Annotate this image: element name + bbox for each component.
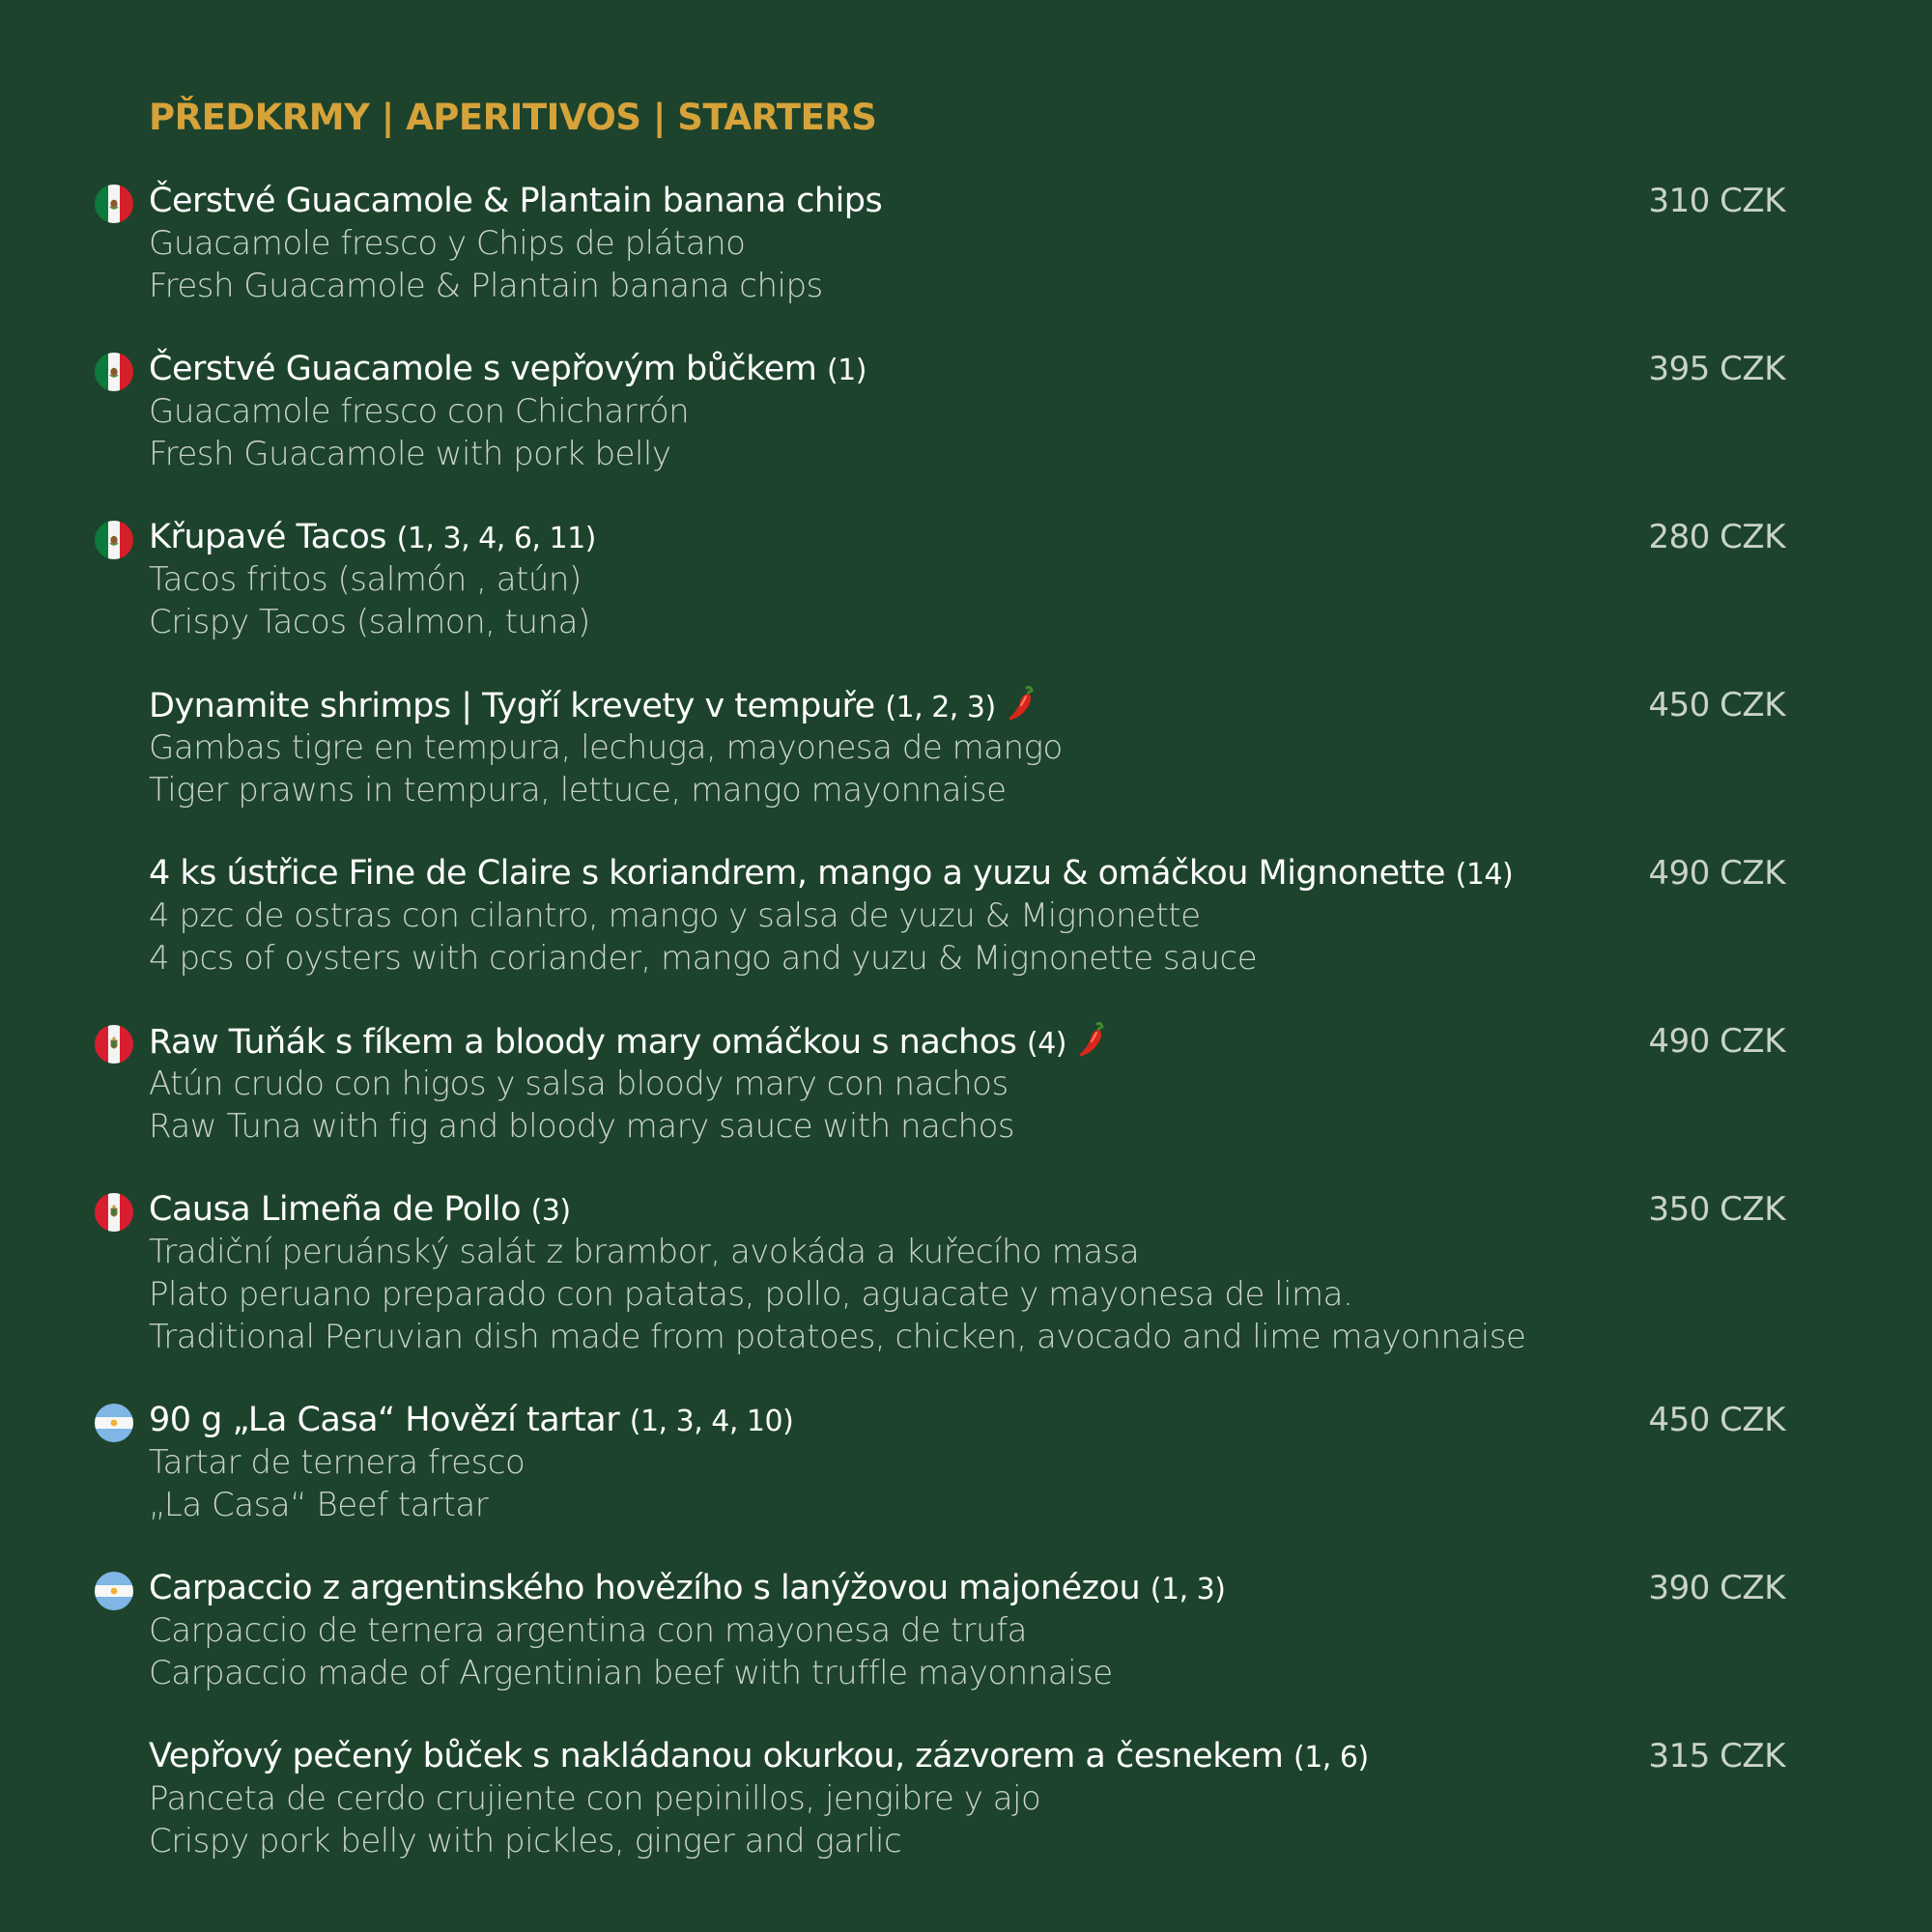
item-description-line: Fresh Guacamole & Plantain banana chips: [149, 267, 823, 305]
menu-item: [0, 1567, 1932, 1694]
item-description-line: „La Casa“ Beef tartar: [149, 1486, 489, 1524]
item-name-text: Causa Limeña de Pollo: [149, 1190, 521, 1229]
item-description-line: Carpaccio made of Argentinian beef with truffle mayonnaise: [149, 1654, 1113, 1692]
item-allergens: (1, 6): [1293, 1741, 1369, 1775]
item-price: 450 CZK: [1648, 1401, 1785, 1439]
item-name-text: 90 g „La Casa“ Hovězí tartar: [149, 1401, 620, 1439]
item-description-line: Tacos fritos (salmón , atún): [149, 560, 582, 599]
peru-flag-icon: [95, 1193, 133, 1232]
item-name: [149, 516, 596, 560]
item-name-text: 4 ks ústřice Fine de Claire s koriandrem, mango a yuzu & omáčkou Mignonette: [149, 854, 1445, 893]
item-name-text: Carpaccio z argentinského hovězího s lanýžovou majonézou: [149, 1569, 1141, 1607]
item-description-line: 4 pcs of oysters with coriander, mango and yuzu & Mignonette sauce: [149, 939, 1258, 978]
item-price: 490 CZK: [1648, 854, 1785, 893]
item-description-line: 4 pzc de ostras con cilantro, mango y salsa de yuzu & Mignonette: [149, 896, 1201, 935]
item-name: [149, 1188, 571, 1233]
mexico-flag-icon: [95, 521, 133, 559]
item-description-line: Gambas tigre en tempura, lechuga, mayonesa de mango: [149, 728, 1063, 767]
item-allergens: (14): [1455, 858, 1514, 892]
item-allergens: (1): [826, 354, 867, 387]
item-allergens: (3): [530, 1194, 571, 1228]
item-description-line: Crispy Tacos (salmon, tuna): [149, 603, 590, 641]
item-description-line: Guacamole fresco con Chicharrón: [149, 392, 690, 431]
item-description-line: Tradiční peruánský salát z brambor, avokáda a kuřecího masa: [149, 1233, 1140, 1271]
item-name: [149, 852, 1513, 896]
menu-item: [0, 852, 1932, 980]
menu-item: [0, 1188, 1932, 1358]
item-price: 280 CZK: [1648, 518, 1785, 556]
menu-item: [0, 1735, 1932, 1862]
item-name: [149, 684, 1038, 729]
item-name: [149, 348, 867, 392]
menu-item: [0, 516, 1932, 643]
item-description-line: Atún crudo con higos y salsa bloody mary con nachos: [149, 1065, 1009, 1103]
item-allergens: (1, 3): [1150, 1573, 1226, 1606]
item-price: 310 CZK: [1648, 182, 1785, 220]
item-name: [149, 1020, 1109, 1065]
menu-item: [0, 180, 1932, 307]
item-price: 450 CZK: [1648, 686, 1785, 724]
item-description-line: Fresh Guacamole with pork belly: [149, 435, 671, 473]
item-name: [149, 180, 882, 222]
menu-item: [0, 348, 1932, 475]
item-name-text: Vepřový pečený bůček s nakládanou okurkou, zázvorem a česnekem: [149, 1737, 1284, 1776]
item-description-line: Tartar de ternera fresco: [149, 1443, 526, 1482]
menu-item: [0, 1020, 1932, 1148]
item-allergens: (4): [1027, 1027, 1067, 1061]
argentina-flag-icon: [95, 1572, 133, 1610]
item-price: 315 CZK: [1648, 1737, 1785, 1776]
item-price: 490 CZK: [1648, 1022, 1785, 1061]
item-description-line: Tiger prawns in tempura, lettuce, mango mayonnaise: [149, 771, 1007, 810]
item-description-line: Traditional Peruvian dish made from potatoes, chicken, avocado and lime mayonnaise: [149, 1318, 1526, 1356]
item-description-line: Guacamole fresco y Chips de plátano: [149, 224, 746, 263]
chili-pepper-icon: [1006, 684, 1038, 723]
item-name: [149, 1735, 1369, 1779]
menu-item: [0, 684, 1932, 811]
argentina-flag-icon: [95, 1404, 133, 1442]
item-name: [149, 1399, 793, 1443]
item-name-text: Raw Tuňák s fíkem a bloody mary omáčkou s nachos: [149, 1023, 1017, 1062]
item-name-text: Čerstvé Guacamole & Plantain banana chips: [149, 182, 883, 220]
item-price: 350 CZK: [1648, 1190, 1785, 1229]
item-name-text: Křupavé Tacos: [149, 518, 386, 556]
item-name-text: Dynamite shrimps | Tygří krevety v tempuře: [149, 687, 875, 725]
item-name: [149, 1567, 1225, 1611]
item-description-line: Crispy pork belly with pickles, ginger and garlic: [149, 1822, 902, 1861]
section-title: PŘEDKRMY | APERITIVOS | STARTERS: [149, 97, 877, 138]
peru-flag-icon: [95, 1025, 133, 1064]
item-allergens: (1, 2, 3): [885, 691, 996, 724]
mexico-flag-icon: [95, 353, 133, 391]
item-price: 395 CZK: [1648, 350, 1785, 388]
mexico-flag-icon: [95, 185, 133, 223]
menu-item: [0, 1399, 1932, 1526]
item-description-line: Raw Tuna with fig and bloody mary sauce with nachos: [149, 1107, 1015, 1146]
chili-pepper-icon: [1076, 1020, 1109, 1059]
item-name-text: Čerstvé Guacamole s vepřovým bůčkem: [149, 350, 817, 388]
item-allergens: (1, 3, 4, 10): [629, 1405, 794, 1438]
item-allergens: (1, 3, 4, 6, 11): [396, 522, 596, 555]
item-description-line: Plato peruano preparado con patatas, pollo, aguacate y mayonesa de lima.: [149, 1275, 1353, 1314]
item-price: 390 CZK: [1648, 1569, 1785, 1607]
item-description-line: Panceta de cerdo crujiente con pepinillos, jengibre y ajo: [149, 1779, 1041, 1818]
item-description-line: Carpaccio de ternera argentina con mayonesa de trufa: [149, 1611, 1028, 1650]
